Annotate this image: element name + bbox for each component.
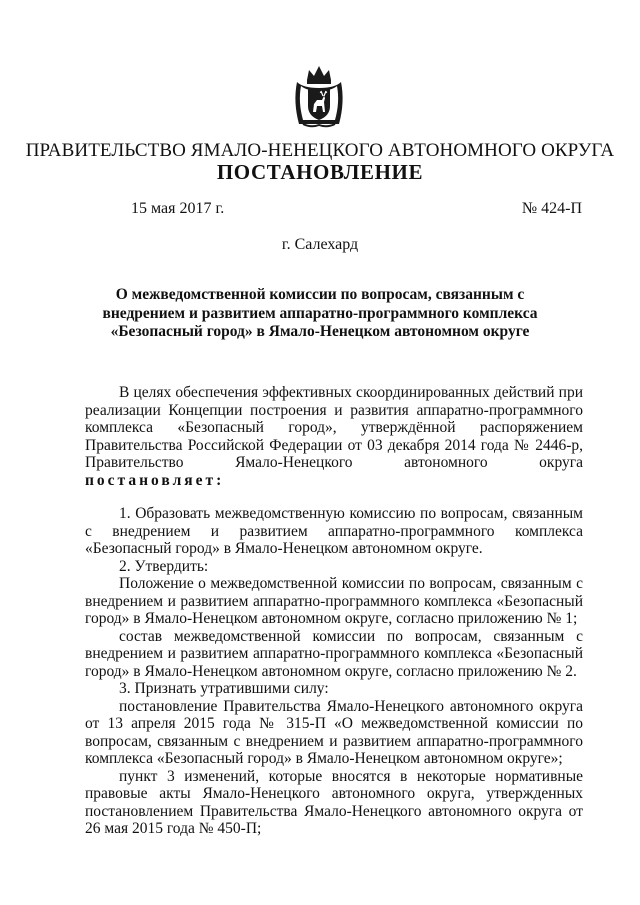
item-2b: состав межведомственной комиссии по вопросам, связанным с внедрением и развитием аппаратно-программного комплекса «Безопасный город» в Ямало-Ненецком автономном округе, согласно приложению № 2. <box>85 627 583 680</box>
document-body <box>85 384 583 838</box>
item-3b: пункт 3 изменений, которые вносятся в некоторые нормативные правовые акты Ямало-Ненецкого автономного округа, утвержденных постановлением Правительства Ямало-Ненецкого автономного округа от 26 мая 2015 года № 450-П; <box>85 767 583 837</box>
government-name: ПРАВИТЕЛЬСТВО ЯМАЛО-НЕНЕЦКОГО АВТОНОМНОГО ОКРУГА <box>25 140 615 161</box>
document-date: 15 мая 2017 г. <box>131 200 225 217</box>
document-type: ПОСТАНОВЛЕНИЕ <box>216 160 424 184</box>
document-city: г. Салехард <box>281 236 359 253</box>
item-3: 3. Признать утратившими силу: <box>119 680 329 697</box>
item-1: 1. Образовать межведомственную комиссию по вопросам, связанным с внедрением и развитием аппаратно-программного комплекса «Безопасный город» в Ямало-Ненецком автономном округе. <box>85 505 583 557</box>
item-3a: постановление Правительства Ямало-Ненецкого автономного округа от 13 апреля 2015 года № 315-П «О межведомственной комиссии по вопросам, связанным с внедрением и развитием аппаратно-программного комплекса «Безопасный город» в Ямало-Ненецком автономном округе»; <box>85 697 583 767</box>
intro-text: В целях обеспечения эффективных скоординированных действий при реализации Концепции построения и развития аппаратно-программного комплекса «Безопасный город», утверждённой распоряжением Правительства Российской Федерации от 03 декабря 2014 года № 2446-р, Правительство Ямало-Ненецкого автономного округа <box>85 384 583 471</box>
document-number: № 424-П <box>521 200 582 217</box>
intro-paragraph <box>85 384 583 489</box>
coat-of-arms-icon <box>289 62 349 130</box>
item-2: 2. Утвердить: <box>119 557 209 575</box>
item-2a: Положение о межведомственной комиссии по вопросам, связанным с внедрением и развитием аппаратно-программного комплекса «Безопасный город» в Ямало-Ненецком автономном округе, согласно приложению № 1; <box>85 575 583 627</box>
document-title: О межведомственной комиссии по вопросам, связанным с внедрением и развитием аппаратно-программного комплекса «Безопасный город» в Ямало-Ненецком автономном округе <box>102 286 538 340</box>
intro-resolution: постановляет: <box>85 471 225 489</box>
